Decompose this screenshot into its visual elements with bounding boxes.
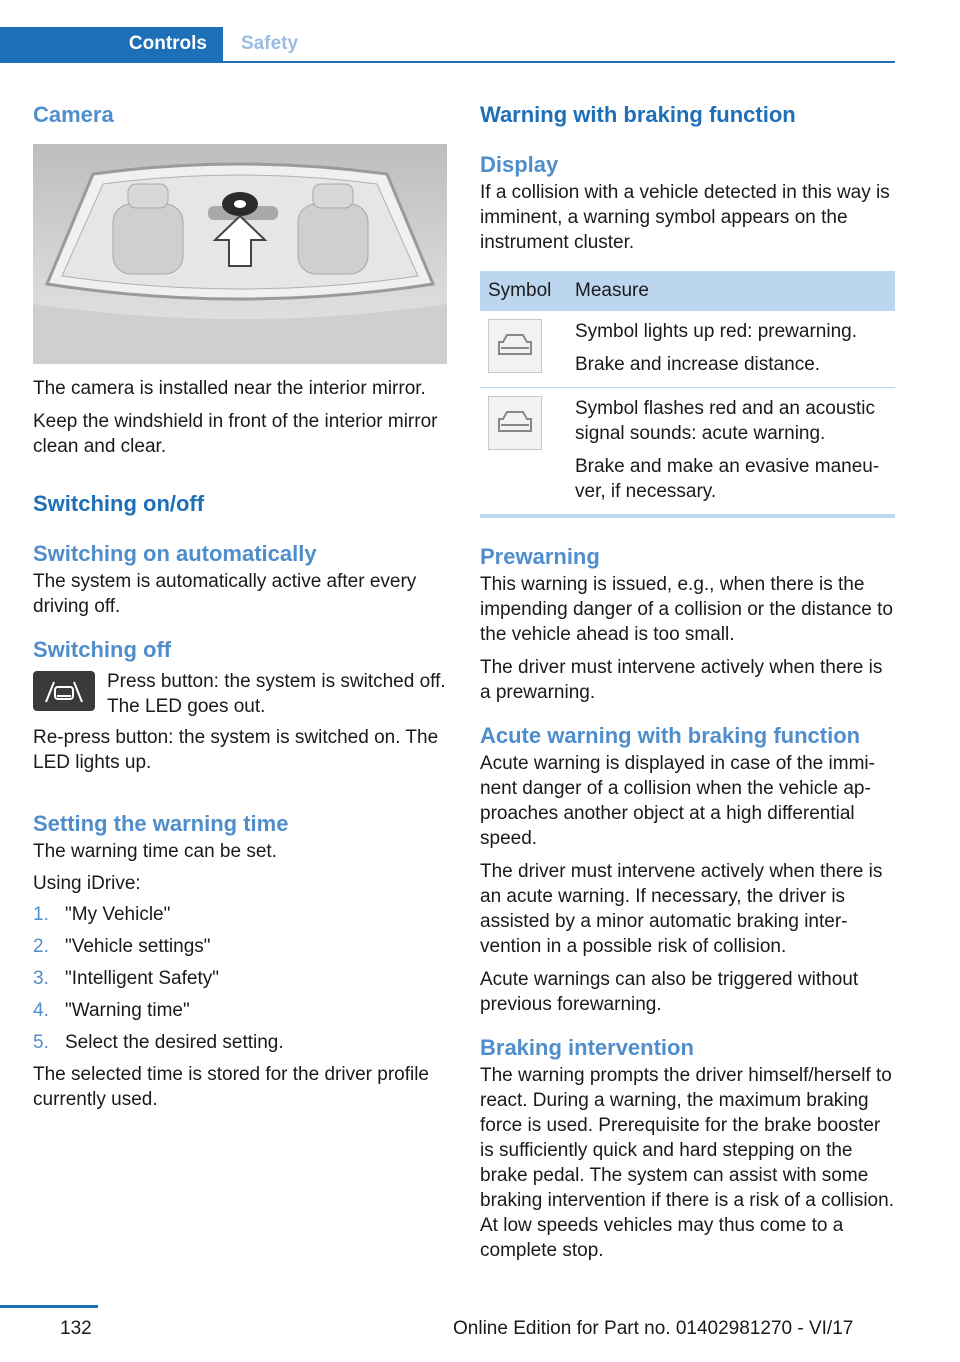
list-item: 3. "Intelligent Safety": [33, 968, 219, 989]
list-item: 5. Select the desired setting.: [33, 1032, 284, 1053]
car-warning-icon: [488, 396, 542, 450]
acute-paragraph-3: Acute warnings can also be triggered without previous forewarning.: [480, 969, 859, 1015]
acute-paragraph-2: The driver must intervene actively when there is an acute warning. If necessary, the driver is assisted by a minor automatic braking intervention in a possible risk of collision.: [480, 861, 883, 957]
column-measure: Measure: [567, 271, 895, 311]
braking-heading: Warning with braking function: [480, 102, 796, 127]
camera-paragraph-2: Keep the windshield in front of the interior mirror clean and clear.: [33, 411, 438, 457]
camera-heading: Camera: [33, 102, 114, 127]
switching-heading: Switching on/off: [33, 491, 205, 516]
steps-list: [33, 902, 447, 1055]
car-warning-icon: [488, 319, 542, 373]
warning-time-paragraph-2: Using iDrive:: [33, 873, 141, 894]
prewarning-paragraph-2: The driver must intervene actively when there is a prewarning.: [480, 657, 883, 703]
measure-line: Symbol lights up red: prewarning.: [575, 321, 857, 342]
off-button-row: [33, 669, 447, 719]
tab-controls[interactable]: Controls: [0, 27, 223, 61]
left-column: [33, 100, 447, 1112]
prewarning-paragraph-1: This warning is issued, e.g., when there is the impending danger of a collision or the distance to the vehicle ahead is too small.: [480, 574, 893, 645]
acute-heading: Acute warning with braking function: [480, 723, 861, 748]
footer-rule: [0, 1305, 98, 1308]
header-tabs: [0, 27, 895, 63]
table-header-row: [480, 271, 895, 311]
display-paragraph: If a collision with a vehicle detected in this way is imminent, a warning symbol appears on the instrument cluster.: [480, 182, 890, 253]
camera-paragraph-1: The camera is installed near the interior mirror.: [33, 378, 426, 399]
list-item: 1. "My Vehicle": [33, 904, 171, 925]
warning-time-paragraph-1: The warning time can be set.: [33, 841, 277, 862]
collision-warning-button-icon: [33, 671, 95, 711]
auto-paragraph: The system is automatically active after every driving off.: [33, 571, 417, 617]
intervention-paragraph: The warning prompts the driver himself/herself to react. During a warning, the maximum braking force is used. Prerequisite for the brake booster is sufficiently quick and hard stepping on the brake pedal. The system can assist with some braking intervention if there is a risk of a collision. At low speeds vehicles may thus come to a complete stop.: [480, 1065, 894, 1261]
measure-line: Symbol flashes red and an acoustic signal sounds: acute warning.: [575, 398, 875, 444]
measure-line: Brake and increase distance.: [575, 354, 821, 375]
repress-paragraph: Re-press button: the system is switched on. The LED lights up.: [33, 727, 439, 773]
symbol-table: [480, 271, 895, 518]
auto-heading: Switching on automatically: [33, 541, 317, 566]
off-paragraph: Press button: the system is switched off. The LED goes out.: [107, 671, 446, 717]
list-item: 2. "Vehicle settings": [33, 936, 211, 957]
list-item: 4. "Warning time": [33, 1000, 190, 1021]
stored-paragraph: The selected time is stored for the driver profile currently used.: [33, 1064, 430, 1110]
page-number: 132: [60, 1318, 92, 1339]
measure-line: Brake and make an evasive maneuver, if necessary.: [575, 456, 880, 502]
table-row: [480, 388, 895, 517]
display-heading: Display: [480, 152, 559, 177]
tab-safety[interactable]: Safety: [241, 33, 299, 54]
intervention-heading: Braking intervention: [480, 1035, 694, 1060]
prewarning-heading: Prewarning: [480, 544, 600, 569]
edition-note: Online Edition for Part no. 01402981270 - VI/17: [453, 1318, 854, 1339]
right-column: [480, 100, 895, 1263]
warning-time-heading: Setting the warning time: [33, 811, 289, 836]
acute-paragraph-1: Acute warning is displayed in case of the imminent danger of a collision when the vehicle approaches another object at a high differential speed.: [480, 753, 875, 849]
column-symbol: Symbol: [480, 271, 567, 311]
table-row: [480, 311, 895, 388]
off-heading: Switching off: [33, 637, 172, 662]
windshield-camera-image: [33, 144, 447, 364]
